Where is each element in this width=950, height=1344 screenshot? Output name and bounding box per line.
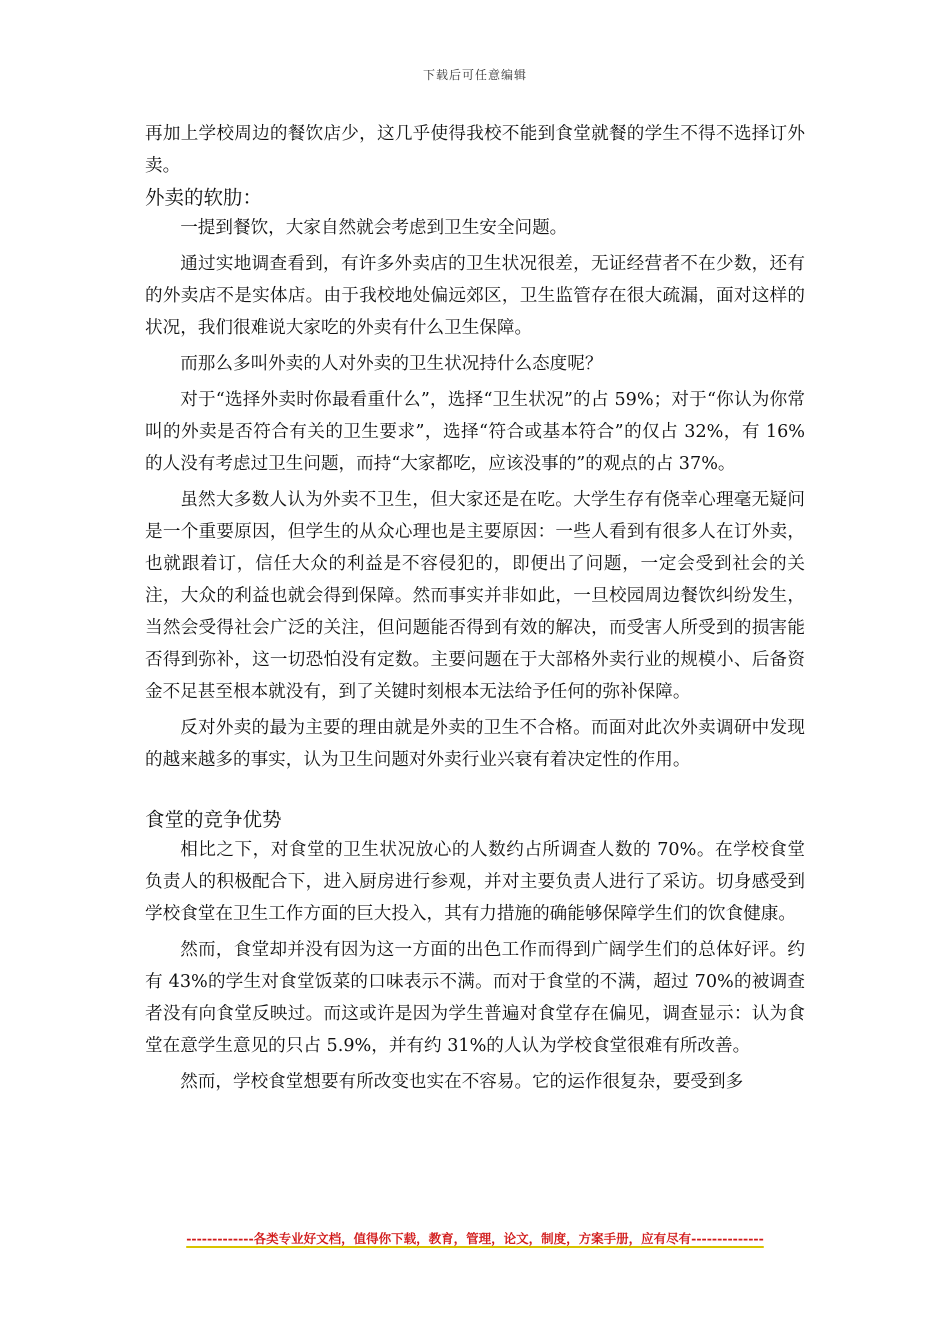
paragraph: 对于“选择外卖时你最看重什么”，选择“卫生状况”的占 59%；对于“你认为你常叫的外卖是否符合有关的卫生要求”，选择“符合或基本符合”的仅占 32%，有 16%的人没有考虑过卫生问题，而持“大家都吃，应该没事的”的观点的占 37%。 [145,390,805,474]
paragraph: 通过实地调查看到，有许多外卖店的卫生状况很差，无证经营者不在少数，还有的外卖店不是实体店。由于我校地处偏远郊区，卫生监管存在很大疏漏，面对这样的状况，我们很难说大家吃的外卖有什么卫生保障。 [145,254,805,338]
page-header: 下载后可任意编辑 [422,68,527,82]
paragraph: 然而，学校食堂想要有所改变也实在不容易。它的运作很复杂，要受到多 [180,1072,744,1092]
paragraph: 然而，食堂却并没有因为这一方面的出色工作而得到广阔学生们的总体好评。约有 43%的学生对食堂饭菜的口味表示不满。而对于食堂的不满，超过 70%的被调查者没有向食堂反映过。而这或许是因为学生普遍对食堂存在偏见，调查显示：认为食堂在意学生意见的只占 5.9%，并有约 31%的人认为学校食堂很难有所改善。 [145,940,805,1056]
section-heading-takeout-weakness: 外卖的软肋： [145,186,263,209]
paragraph: 相比之下，对食堂的卫生状况放心的人数约占所调查人数的 70%。在学校食堂负责人的积极配合下，进入厨房进行参观，并对主要负责人进行了采访。切身感受到学校食堂在卫生工作方面的巨大投入，其有力措施的确能够保障学生们的饮食健康。 [145,840,805,924]
intro-paragraph: 再加上学校周边的餐饮店少，这几乎使得我校不能到食堂就餐的学生不得不选择订外卖。 [145,124,805,176]
footer-text: -------------各类专业好文档，值得你下载，教育，管理，论文，制度，方案手册，应有尽有-------------- [186,1231,764,1246]
paragraph: 一提到餐饮，大家自然就会考虑到卫生安全问题。 [180,218,568,238]
paragraph: 虽然大多数人认为外卖不卫生，但大家还是在吃。大学生存有侥幸心理毫无疑问是一个重要原因，但学生的从众心理也是主要原因：一些人看到有很多人在订外卖，也就跟着订，信任大众的利益是不容侵犯的，即便出了问题，一定会受到社会的关注，大众的利益也就会得到保障。然而事实并非如此，一旦校园周边餐饮纠纷发生，当然会受得社会广泛的关注，但问题能否得到有效的解决，而受害人所受到的损害能否得到弥补，这一切恐怕没有定数。主要问题在于大部格外卖行业的规模小、后备资金不足甚至根本就没有，到了关键时刻根本无法给予任何的弥补保障。 [145,490,805,702]
section-heading-canteen-advantage: 食堂的竞争优势 [145,808,282,831]
paragraph: 反对外卖的最为主要的理由就是外卖的卫生不合格。而面对此次外卖调研中发现的越来越多的事实，认为卫生问题对外卖行业兴衰有着决定性的作用。 [145,718,805,770]
page-footer [0,1229,950,1247]
document-body [145,118,805,1102]
paragraph: 而那么多叫外卖的人对外卖的卫生状况持什么态度呢？ [180,354,603,374]
